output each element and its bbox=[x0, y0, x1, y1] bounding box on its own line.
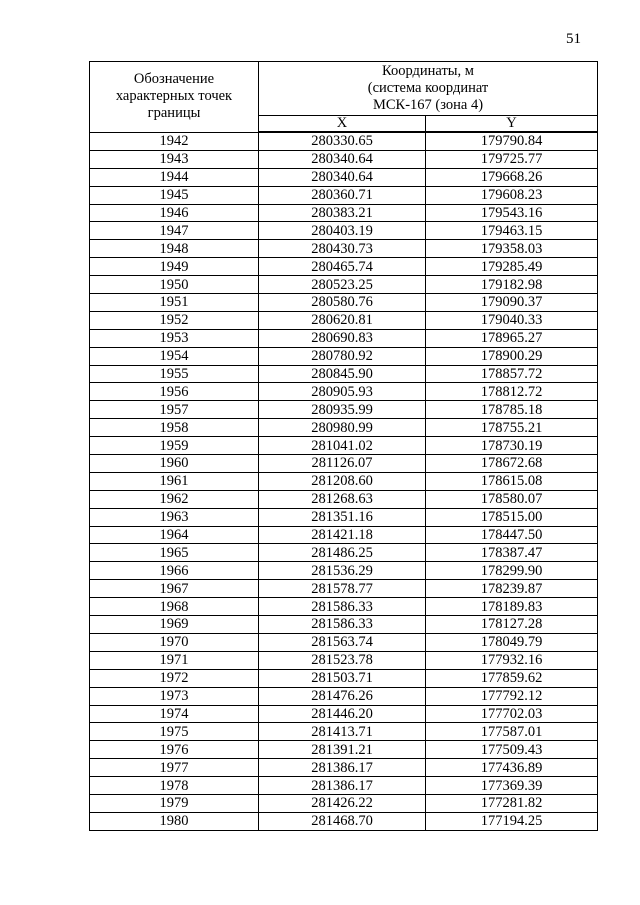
table-row bbox=[90, 705, 598, 723]
x-coordinate-cell: 281468.70 bbox=[259, 812, 426, 830]
coordinates-header-line-1: Координаты, м bbox=[382, 63, 474, 79]
x-coordinate-cell: 281586.33 bbox=[259, 616, 426, 634]
y-coordinate-cell: 177859.62 bbox=[426, 669, 598, 687]
y-coordinate-cell: 179358.03 bbox=[426, 240, 598, 258]
y-coordinate-cell: 178239.87 bbox=[426, 580, 598, 598]
x-coordinate-cell: 281041.02 bbox=[259, 437, 426, 455]
y-coordinate-cell: 178189.83 bbox=[426, 598, 598, 616]
table-row bbox=[90, 365, 598, 383]
y-coordinate-cell: 179090.37 bbox=[426, 294, 598, 312]
y-coordinate-cell: 178580.07 bbox=[426, 490, 598, 508]
table-header bbox=[90, 62, 598, 133]
point-id-cell: 1978 bbox=[90, 777, 259, 795]
point-id-cell: 1950 bbox=[90, 276, 259, 294]
y-coordinate-cell: 178127.28 bbox=[426, 616, 598, 634]
y-coordinate-cell: 179182.98 bbox=[426, 276, 598, 294]
y-coordinate-cell: 178785.18 bbox=[426, 401, 598, 419]
points-column-header bbox=[90, 62, 259, 133]
y-coordinate-cell: 178730.19 bbox=[426, 437, 598, 455]
table-row bbox=[90, 812, 598, 830]
x-coordinate-cell: 280620.81 bbox=[259, 311, 426, 329]
point-id-cell: 1966 bbox=[90, 562, 259, 580]
x-coordinate-cell: 281523.78 bbox=[259, 651, 426, 669]
y-coordinate-cell: 177369.39 bbox=[426, 777, 598, 795]
y-coordinate-cell: 178900.29 bbox=[426, 347, 598, 365]
points-column-header-text: Обозначение характерных точек границы bbox=[115, 71, 233, 122]
point-id-cell: 1968 bbox=[90, 598, 259, 616]
table-row bbox=[90, 526, 598, 544]
table-row bbox=[90, 669, 598, 687]
point-id-cell: 1971 bbox=[90, 651, 259, 669]
point-id-cell: 1974 bbox=[90, 705, 259, 723]
table-row bbox=[90, 294, 598, 312]
point-id-cell: 1973 bbox=[90, 687, 259, 705]
table-row bbox=[90, 347, 598, 365]
coordinates-header-line-2: (система координат bbox=[367, 80, 489, 96]
x-coordinate-cell: 281476.26 bbox=[259, 687, 426, 705]
y-coordinate-cell: 177281.82 bbox=[426, 794, 598, 812]
x-coordinate-cell: 281208.60 bbox=[259, 472, 426, 490]
x-coordinate-cell: 281386.17 bbox=[259, 759, 426, 777]
y-coordinate-cell: 178812.72 bbox=[426, 383, 598, 401]
point-id-cell: 1949 bbox=[90, 258, 259, 276]
y-coordinate-cell: 178299.90 bbox=[426, 562, 598, 580]
point-id-cell: 1957 bbox=[90, 401, 259, 419]
y-column-header: Y bbox=[426, 116, 598, 133]
point-id-cell: 1953 bbox=[90, 329, 259, 347]
point-id-cell: 1975 bbox=[90, 723, 259, 741]
x-coordinate-cell: 280360.71 bbox=[259, 186, 426, 204]
y-coordinate-cell: 179668.26 bbox=[426, 168, 598, 186]
y-coordinate-cell: 177587.01 bbox=[426, 723, 598, 741]
point-id-cell: 1942 bbox=[90, 132, 259, 150]
point-id-cell: 1945 bbox=[90, 186, 259, 204]
table-row bbox=[90, 150, 598, 168]
point-id-cell: 1977 bbox=[90, 759, 259, 777]
y-coordinate-cell: 177509.43 bbox=[426, 741, 598, 759]
x-coordinate-cell: 281126.07 bbox=[259, 455, 426, 473]
point-id-cell: 1969 bbox=[90, 616, 259, 634]
table-row bbox=[90, 419, 598, 437]
table-row bbox=[90, 544, 598, 562]
x-coordinate-cell: 280523.25 bbox=[259, 276, 426, 294]
y-coordinate-cell: 178387.47 bbox=[426, 544, 598, 562]
point-id-cell: 1960 bbox=[90, 455, 259, 473]
x-coordinate-cell: 281503.71 bbox=[259, 669, 426, 687]
table-row bbox=[90, 240, 598, 258]
point-id-cell: 1951 bbox=[90, 294, 259, 312]
table-row bbox=[90, 132, 598, 150]
coordinates-group-header bbox=[259, 62, 598, 116]
table-row bbox=[90, 455, 598, 473]
y-coordinate-cell: 179790.84 bbox=[426, 132, 598, 150]
point-id-cell: 1958 bbox=[90, 419, 259, 437]
point-id-cell: 1961 bbox=[90, 472, 259, 490]
point-id-cell: 1944 bbox=[90, 168, 259, 186]
x-coordinate-cell: 281426.22 bbox=[259, 794, 426, 812]
x-coordinate-cell: 281413.71 bbox=[259, 723, 426, 741]
point-id-cell: 1963 bbox=[90, 508, 259, 526]
table-row bbox=[90, 723, 598, 741]
point-id-cell: 1980 bbox=[90, 812, 259, 830]
table-row bbox=[90, 562, 598, 580]
x-coordinate-cell: 281391.21 bbox=[259, 741, 426, 759]
y-coordinate-cell: 178615.08 bbox=[426, 472, 598, 490]
x-coordinate-cell: 280780.92 bbox=[259, 347, 426, 365]
x-coordinate-cell: 280580.76 bbox=[259, 294, 426, 312]
table-row bbox=[90, 616, 598, 634]
x-coordinate-cell: 280465.74 bbox=[259, 258, 426, 276]
table-row bbox=[90, 168, 598, 186]
table-row bbox=[90, 383, 598, 401]
table-row bbox=[90, 311, 598, 329]
point-id-cell: 1959 bbox=[90, 437, 259, 455]
table-row bbox=[90, 687, 598, 705]
y-coordinate-cell: 179543.16 bbox=[426, 204, 598, 222]
y-coordinate-cell: 178515.00 bbox=[426, 508, 598, 526]
point-id-cell: 1970 bbox=[90, 633, 259, 651]
table-row bbox=[90, 633, 598, 651]
point-id-cell: 1962 bbox=[90, 490, 259, 508]
x-coordinate-cell: 280340.64 bbox=[259, 150, 426, 168]
x-column-header: X bbox=[259, 116, 426, 133]
y-coordinate-cell: 178965.27 bbox=[426, 329, 598, 347]
y-coordinate-cell: 177792.12 bbox=[426, 687, 598, 705]
y-coordinate-cell: 178857.72 bbox=[426, 365, 598, 383]
x-coordinate-cell: 280330.65 bbox=[259, 132, 426, 150]
point-id-cell: 1943 bbox=[90, 150, 259, 168]
y-coordinate-cell: 177194.25 bbox=[426, 812, 598, 830]
table-row bbox=[90, 401, 598, 419]
point-id-cell: 1946 bbox=[90, 204, 259, 222]
point-id-cell: 1956 bbox=[90, 383, 259, 401]
table-row bbox=[90, 222, 598, 240]
table-body bbox=[90, 132, 598, 830]
table-row bbox=[90, 777, 598, 795]
point-id-cell: 1954 bbox=[90, 347, 259, 365]
y-coordinate-cell: 178447.50 bbox=[426, 526, 598, 544]
y-coordinate-cell: 178672.68 bbox=[426, 455, 598, 473]
y-coordinate-cell: 177436.89 bbox=[426, 759, 598, 777]
x-coordinate-cell: 281536.29 bbox=[259, 562, 426, 580]
y-coordinate-cell: 178049.79 bbox=[426, 633, 598, 651]
table-row bbox=[90, 258, 598, 276]
x-coordinate-cell: 281446.20 bbox=[259, 705, 426, 723]
x-coordinate-cell: 280403.19 bbox=[259, 222, 426, 240]
page-number: 51 bbox=[566, 31, 581, 47]
boundary-coordinates-table bbox=[89, 61, 598, 831]
point-id-cell: 1964 bbox=[90, 526, 259, 544]
x-coordinate-cell: 280845.90 bbox=[259, 365, 426, 383]
coordinates-header-line-3: МСК-167 (зона 4) bbox=[372, 97, 484, 113]
y-coordinate-cell: 179608.23 bbox=[426, 186, 598, 204]
y-coordinate-cell: 177702.03 bbox=[426, 705, 598, 723]
x-coordinate-cell: 281351.16 bbox=[259, 508, 426, 526]
x-coordinate-cell: 280980.99 bbox=[259, 419, 426, 437]
table-row bbox=[90, 794, 598, 812]
point-id-cell: 1948 bbox=[90, 240, 259, 258]
y-coordinate-cell: 178755.21 bbox=[426, 419, 598, 437]
table-row bbox=[90, 490, 598, 508]
table-row bbox=[90, 508, 598, 526]
x-coordinate-cell: 281386.17 bbox=[259, 777, 426, 795]
table-row bbox=[90, 276, 598, 294]
x-coordinate-cell: 281563.74 bbox=[259, 633, 426, 651]
x-coordinate-cell: 281586.33 bbox=[259, 598, 426, 616]
point-id-cell: 1955 bbox=[90, 365, 259, 383]
table-row bbox=[90, 204, 598, 222]
table-row bbox=[90, 437, 598, 455]
table-row bbox=[90, 472, 598, 490]
table-row bbox=[90, 741, 598, 759]
x-coordinate-cell: 280340.64 bbox=[259, 168, 426, 186]
table-row bbox=[90, 598, 598, 616]
y-coordinate-cell: 179285.49 bbox=[426, 258, 598, 276]
point-id-cell: 1947 bbox=[90, 222, 259, 240]
table-row bbox=[90, 580, 598, 598]
point-id-cell: 1972 bbox=[90, 669, 259, 687]
y-coordinate-cell: 179040.33 bbox=[426, 311, 598, 329]
point-id-cell: 1952 bbox=[90, 311, 259, 329]
point-id-cell: 1965 bbox=[90, 544, 259, 562]
table-row bbox=[90, 329, 598, 347]
x-coordinate-cell: 280383.21 bbox=[259, 204, 426, 222]
x-coordinate-cell: 280905.93 bbox=[259, 383, 426, 401]
x-coordinate-cell: 280690.83 bbox=[259, 329, 426, 347]
table-row bbox=[90, 651, 598, 669]
y-coordinate-cell: 179463.15 bbox=[426, 222, 598, 240]
point-id-cell: 1967 bbox=[90, 580, 259, 598]
x-coordinate-cell: 281486.25 bbox=[259, 544, 426, 562]
x-coordinate-cell: 280935.99 bbox=[259, 401, 426, 419]
x-coordinate-cell: 281268.63 bbox=[259, 490, 426, 508]
table-row bbox=[90, 759, 598, 777]
x-coordinate-cell: 280430.73 bbox=[259, 240, 426, 258]
table-row bbox=[90, 186, 598, 204]
point-id-cell: 1976 bbox=[90, 741, 259, 759]
x-coordinate-cell: 281421.18 bbox=[259, 526, 426, 544]
x-coordinate-cell: 281578.77 bbox=[259, 580, 426, 598]
y-coordinate-cell: 179725.77 bbox=[426, 150, 598, 168]
y-coordinate-cell: 177932.16 bbox=[426, 651, 598, 669]
point-id-cell: 1979 bbox=[90, 794, 259, 812]
